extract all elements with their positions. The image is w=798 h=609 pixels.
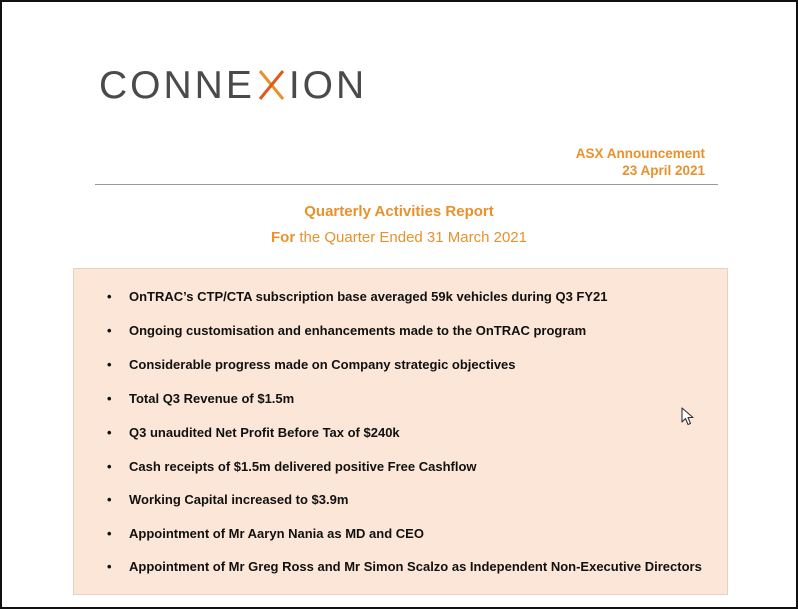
bullet-icon: • bbox=[107, 559, 112, 574]
announcement-header bbox=[576, 145, 705, 179]
report-subtitle bbox=[2, 229, 796, 246]
announcement-type: ASX Announcement bbox=[575, 146, 705, 161]
bullet-icon: • bbox=[107, 391, 112, 406]
bullet-icon: • bbox=[107, 425, 112, 440]
announcement-date: 23 April 2021 bbox=[622, 163, 705, 178]
highlights-box: • OnTRAC’s CTP/CTA subscription base averaged 59k vehicles during Q3 FY21 • Ongoing customisation and enhancements made to the OnTRAC program • Considerable progress made on Company strategic objectives • Total Q3 Revenue of $1.5m • Q3 unaudited Net Profit Before Tax of $240k • Cash receipts of $1.5m delivered positive Free Cashflow • Working Capital increased to $3.9m • Appointment of Mr Aaryn Nania as MD and CEO • Appointment of Mr Greg Ross and Mr Simon Scalzo as Independent Non-Executive Directors bbox=[73, 268, 728, 595]
logo-x-mark bbox=[258, 69, 285, 101]
logo-text-prefix: CONNE bbox=[99, 64, 255, 107]
bullet-icon: • bbox=[107, 492, 112, 507]
bullet-icon: • bbox=[107, 289, 112, 304]
logo-text-suffix: ION bbox=[288, 64, 368, 107]
report-subtitle-lead: For bbox=[271, 229, 296, 246]
company-logo bbox=[99, 64, 367, 108]
report-subtitle-text: the Quarter Ended 31 March 2021 bbox=[295, 229, 527, 246]
report-title: Quarterly Activities Report bbox=[304, 203, 494, 220]
bullet-icon: • bbox=[107, 323, 112, 338]
bullet-icon: • bbox=[107, 459, 112, 474]
bullet-icon: • bbox=[107, 526, 112, 541]
mouse-pointer-icon bbox=[681, 407, 695, 432]
header-divider bbox=[95, 184, 718, 185]
bullet-icon: • bbox=[107, 357, 112, 372]
